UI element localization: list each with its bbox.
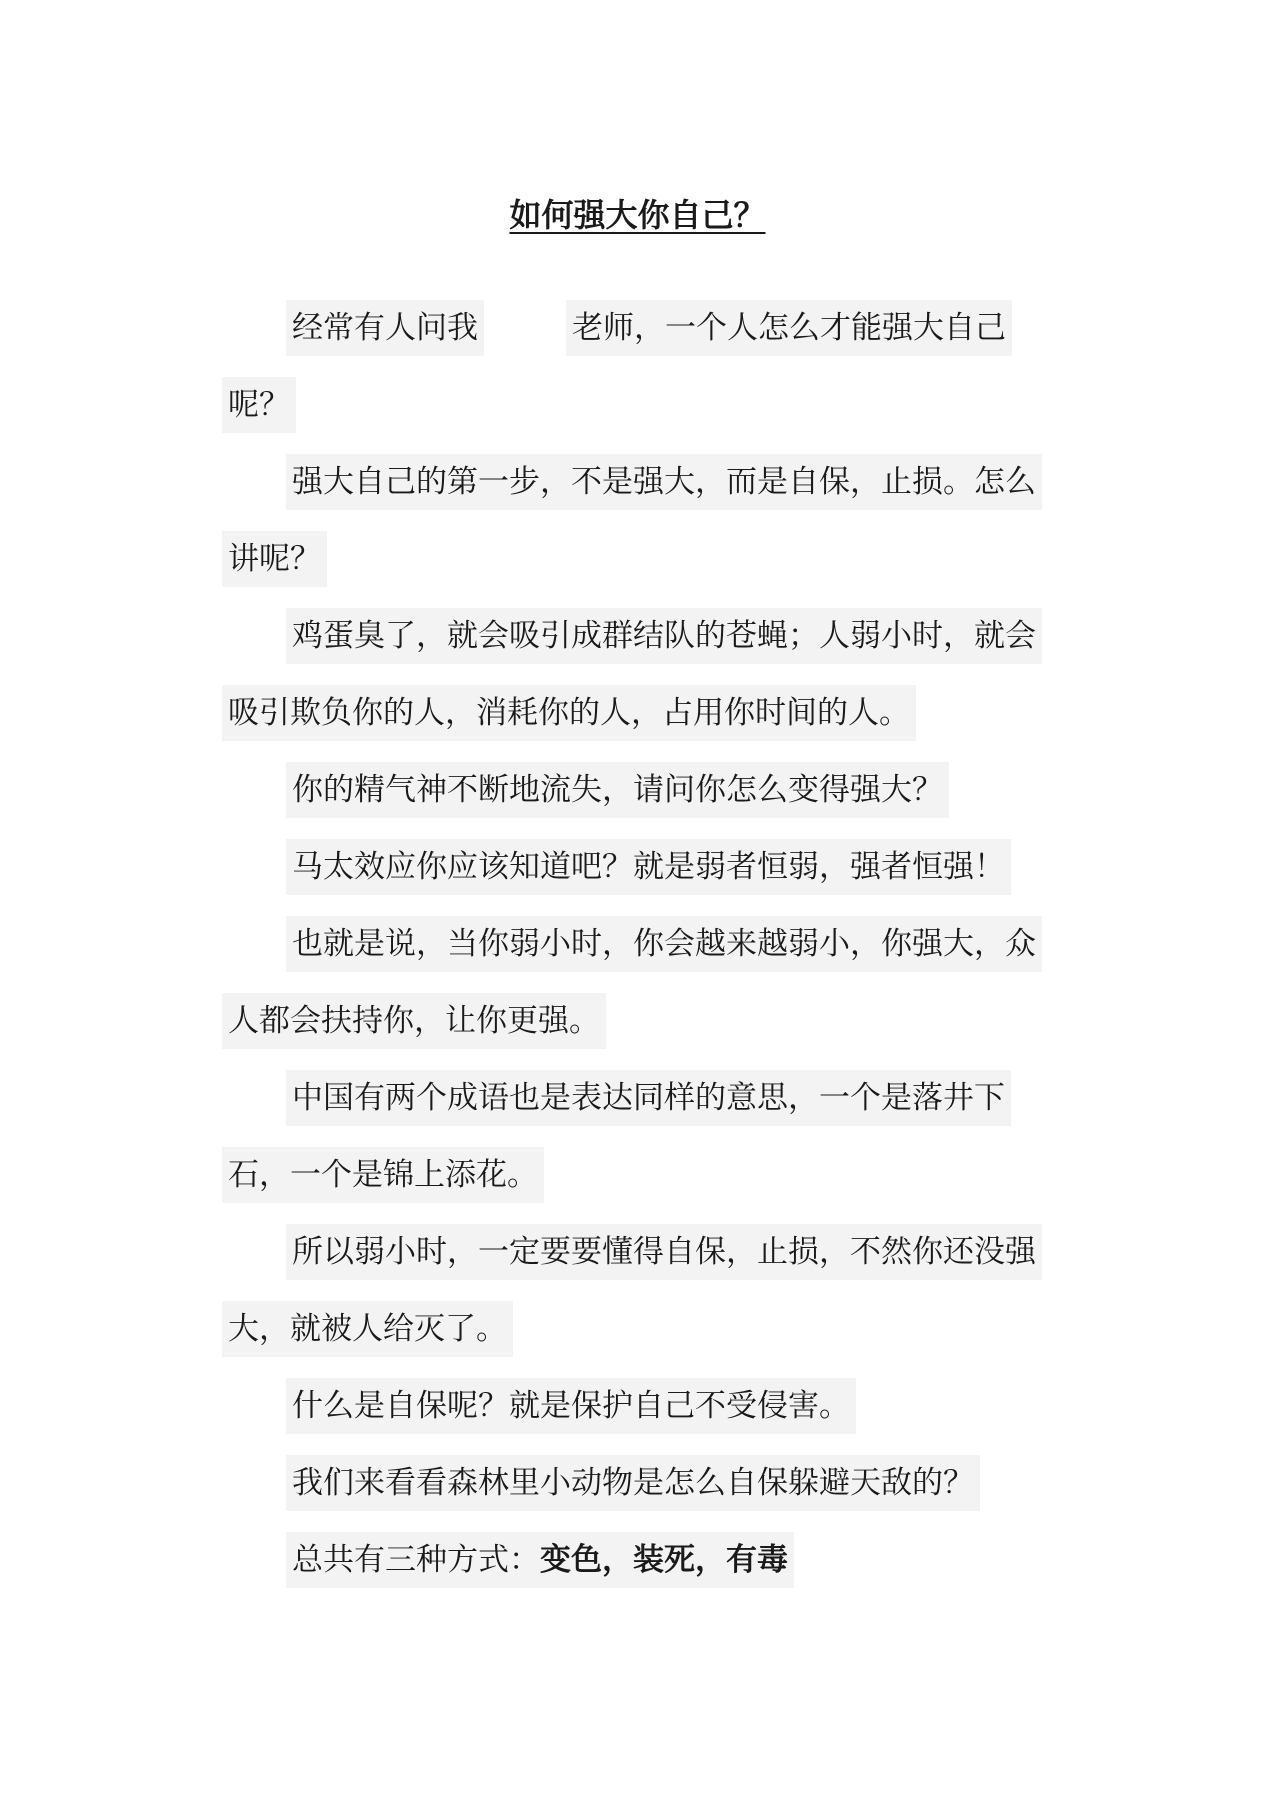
paragraph-7 <box>222 1060 1052 1214</box>
paragraph-3 <box>222 598 1052 752</box>
paragraph-5 <box>222 829 1052 906</box>
paragraph-8-text: 所以弱小时，一定要要懂得自保，止损，不然你还没强大，就被人给灭了。 <box>222 1224 1042 1357</box>
paragraph-4-text: 你的精气神不断地流失，请问你怎么变得强大？ <box>286 762 949 818</box>
paragraph-3-text: 鸡蛋臭了，就会吸引成群结队的苍蝇；人弱小时，就会吸引欺负你的人，消耗你的人，占用你时间的人。 <box>222 608 1042 741</box>
paragraph-4 <box>222 752 1052 829</box>
document-body <box>222 290 1052 1599</box>
paragraph-1 <box>222 290 1052 444</box>
paragraph-1-part2: 老师，一个人怎么才能强大自己呢？ <box>222 300 1012 433</box>
title-text: 如何强大你自己？ <box>509 196 766 234</box>
paragraph-5-text: 马太效应你应该知道吧？就是弱者恒弱，强者恒强！ <box>286 839 1011 895</box>
paragraph-9 <box>222 1368 1052 1445</box>
paragraph-6 <box>222 906 1052 1060</box>
paragraph-2 <box>222 444 1052 598</box>
paragraph-11-text <box>286 1532 794 1588</box>
paragraph-11 <box>222 1522 1052 1599</box>
paragraph-10 <box>222 1445 1052 1522</box>
paragraph-9-text: 什么是自保呢？就是保护自己不受侵害。 <box>286 1378 856 1434</box>
paragraph-2-text: 强大自己的第一步，不是强大，而是自保，止损。怎么讲呢？ <box>222 454 1042 587</box>
paragraph-10-text: 我们来看看森林里小动物是怎么自保躲避天敌的？ <box>286 1455 980 1511</box>
document-title <box>0 195 1275 235</box>
paragraph-11-emphasis: 变色，装死，有毒 <box>540 1542 788 1578</box>
paragraph-1-part1: 经常有人问我 <box>286 300 484 356</box>
paragraph-6-text: 也就是说，当你弱小时，你会越来越弱小，你强大，众人都会扶持你，让你更强。 <box>222 916 1042 1049</box>
paragraph-8 <box>222 1214 1052 1368</box>
paragraph-11-prefix: 总共有三种方式： <box>292 1542 540 1578</box>
paragraph-7-text: 中国有两个成语也是表达同样的意思，一个是落井下石，一个是锦上添花。 <box>222 1070 1011 1203</box>
